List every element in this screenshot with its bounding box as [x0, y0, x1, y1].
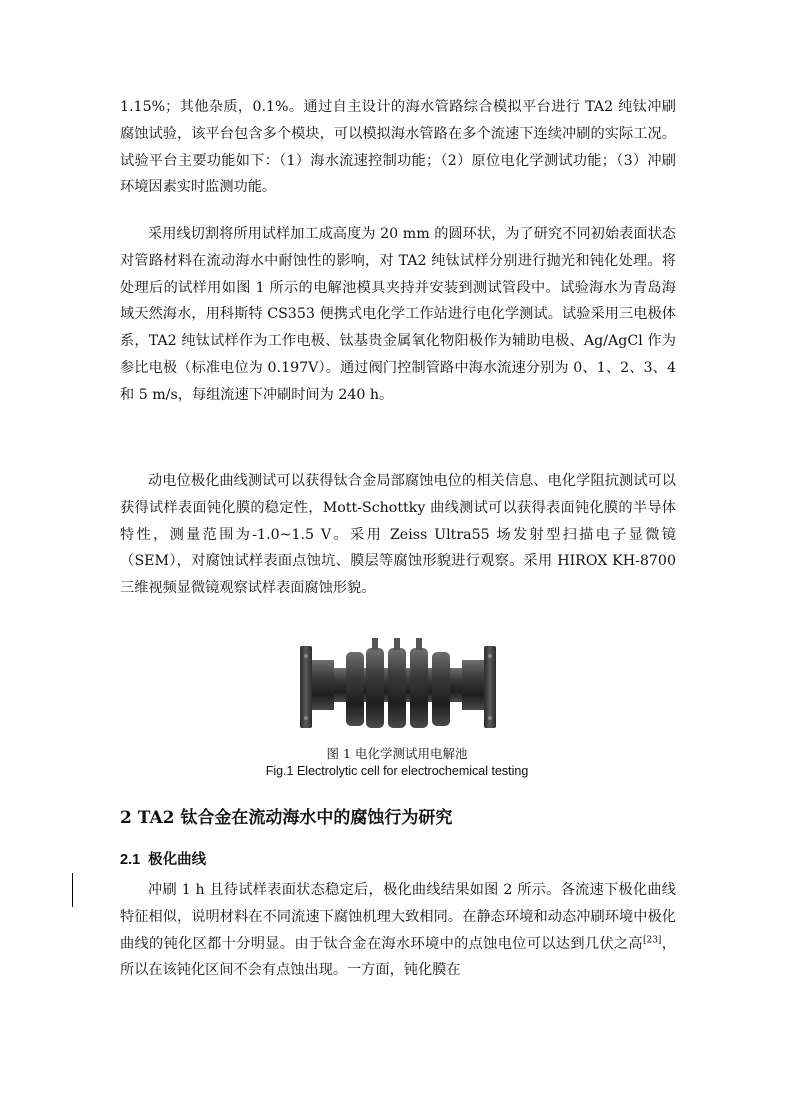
paragraph-4-part-1: 冲刷 1 h 且待试样表面状态稳定后，极化曲线结果如图 2 所示。各流速下极化曲线特征相似，说明材料在不同流速下腐蚀机理大致相同。在静态环境和动态冲刷环境中极化曲线的钝化区都十分明显。由于钛合金在海水环境中的点蚀电位可以达到几伏之高 — [120, 882, 676, 952]
figure-caption-cn: 图 1 电化学测试用电解池 — [326, 746, 468, 761]
electrolytic-cell-image — [296, 632, 500, 740]
paragraph-3: 动电位极化曲线测试可以获得钛合金局部腐蚀电位的相关信息、电化学阻抗测试可以获得试样表面钝化膜的稳定性，Mott-Schottky 曲线测试可以获得表面钝化膜的半导体特性，测量范围为-1.0~1.5 V。采用 Zeiss Ultra55 场发射型扫描电子显微镜（SEM），对腐蚀试样表面点蚀坑、膜层等腐蚀形貌进行观察。采用 HIROX KH-8700 三维视频显微镜观察试样表面腐蚀形貌。 — [120, 473, 676, 597]
subsection-number: 2.1 — [120, 852, 141, 868]
subsection-title: 极化曲线 — [148, 851, 207, 868]
figure-caption-en: Fig.1 Electrolytic cell for electrochemical testing — [265, 764, 529, 778]
paragraph-2: 采用线切割将所用试样加工成高度为 20 mm 的圆环状，为了研究不同初始表面状态对管路材料在流动海水中耐蚀性的影响，对 TA2 纯钛试样分别进行抛光和钝化处理。将处理后的试样用如图 1 所示的电解池模具夹持并安装到测试管段中。试验海水为青岛海域天然海水，用科斯特 CS353 便携式电化学工作站进行电化学测试。试验采用三电极体系，TA2 纯钛试样作为工作电极、钛基贵金属氧化物阳极作为辅助电极、Ag/AgCl 作为参比电极（标准电位为 0.197V）。通过阀门控制管路中海水流速分别为 0、1、2、3、4 和 5 m/s，每组流速下冲刷时间为 240 h。 — [120, 226, 676, 403]
text-cursor — [72, 873, 73, 907]
paragraph-4-part-2: ，所以在该钝化区间不会有点蚀出现。一方面，钝化膜在 — [120, 935, 676, 979]
subsection-heading — [120, 848, 206, 869]
section-heading: 2 TA2 钛合金在流动海水中的腐蚀行为研究 — [120, 808, 453, 828]
citation-ref: [23] — [642, 934, 662, 945]
paragraph-4 — [120, 877, 676, 984]
electrolytic-cell-figure — [296, 632, 500, 740]
paragraph-1: 1.15%；其他杂质，0.1%。通过自主设计的海水管路综合模拟平台进行 TA2 纯钛冲刷腐蚀试验，该平台包含多个模块，可以模拟海水管路在多个流速下连续冲刷的实际工况。试验平台主要功能如下：（1）海水流速控制功能；（2）原位电化学测试功能；（3）冲刷环境因素实时监测功能。 — [120, 99, 676, 196]
